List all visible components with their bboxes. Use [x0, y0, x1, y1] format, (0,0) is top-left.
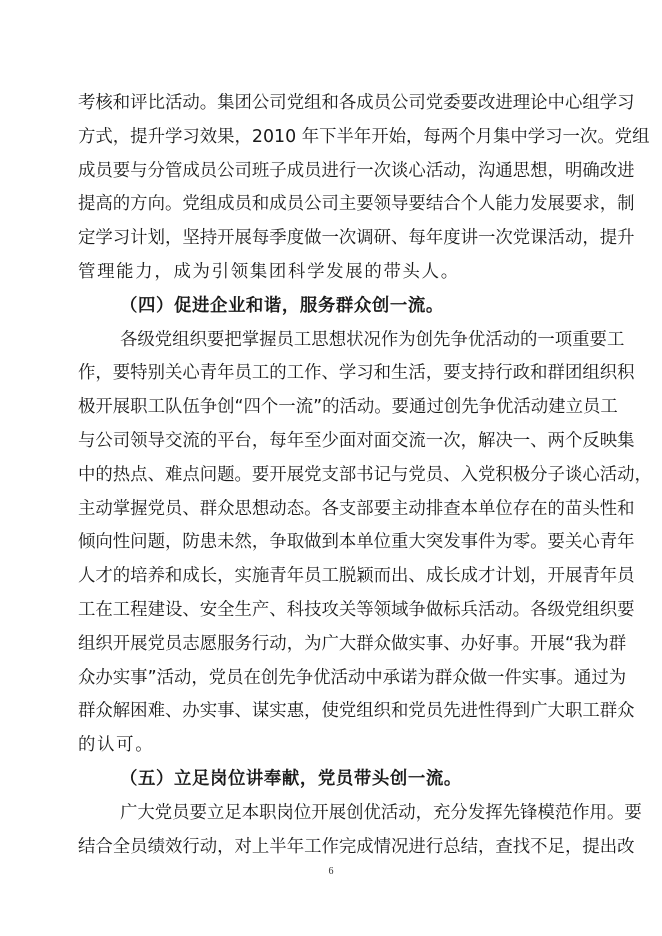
paragraph-line: 广大党员要立足本职岗位开展创优活动，充分发挥先锋模范作用。要: [120, 802, 642, 823]
paragraph-line: 成员要与分管成员公司班子成员进行一次谈心活动，沟通思想，明确改进: [78, 160, 635, 181]
paragraph-line: 倾向性问题，防患未然，争取做到本单位重大突发事件为零。要关心青年: [78, 532, 635, 553]
paragraph-line: 各级党组织要把掌握员工思想状况作为创先争优活动的一项重要工: [120, 329, 625, 350]
paragraph-line: 中的热点、难点问题。要开展党支部书记与党员、入党积极分子谈心活动，: [78, 464, 652, 485]
paragraph-line: 工在工程建设、安全生产、科技攻关等领域争做标兵活动。各级党组织要: [78, 599, 635, 620]
paragraph-line: 的认可。: [78, 735, 155, 756]
paragraph-line: 众办实事”活动，党员在创先争优活动中承诺为群众做一件实事。通过为: [78, 667, 627, 688]
paragraph-line: 人才的培养和成长，实施青年员工脱颖而出、成长成才计划，开展青年员: [78, 566, 635, 587]
paragraph-line: 方式，提升学习效果，2010 年下半年开始，每两个月集中学习一次。党组: [78, 126, 650, 147]
paragraph-line: 群众解困难、办实事、谋实惠，使党组织和党员先进性得到广大职工群众: [78, 701, 635, 722]
section-heading: （五）立足岗位讲奉献，党员带头创一流。: [120, 768, 462, 789]
paragraph-line: 极开展职工队伍争创“四个一流”的活动。要通过创先争优活动建立员工: [78, 397, 618, 418]
paragraph-line: 考核和评比活动。集团公司党组和各成员公司党委要改进理论中心组学习: [78, 93, 635, 113]
paragraph-line: 管理能力，成为引领集团科学发展的带头人。: [78, 261, 460, 282]
paragraph-line: 定学习计划，坚持开展每季度做一次调研、每年度讲一次党课活动，提升: [78, 228, 635, 249]
paragraph-line: 结合全员绩效行动，对上半年工作完成情况进行总结，查找不足，提出改: [78, 836, 635, 857]
page-number: 6: [328, 866, 334, 877]
section-heading: （四）促进企业和谐，服务群众创一流。: [120, 295, 444, 316]
paragraph-line: 与公司领导交流的平台，每年至少面对面交流一次，解决一、两个反映集: [78, 430, 635, 451]
paragraph-line: 主动掌握党员、群众思想动态。各支部要主动排查本单位存在的苗头性和: [78, 498, 635, 519]
paragraph-line: 组织开展党员志愿服务行动，为广大群众做实事、办好事。开展“我为群: [78, 633, 627, 654]
document-body: [78, 87, 652, 864]
paragraph-line: 提高的方向。党组成员和成员公司主要领导要结合个人能力发展要求，制: [78, 194, 635, 215]
paragraph-line: 作，要特别关心青年员工的工作、学习和生活，要支持行政和群团组织积: [78, 363, 635, 384]
